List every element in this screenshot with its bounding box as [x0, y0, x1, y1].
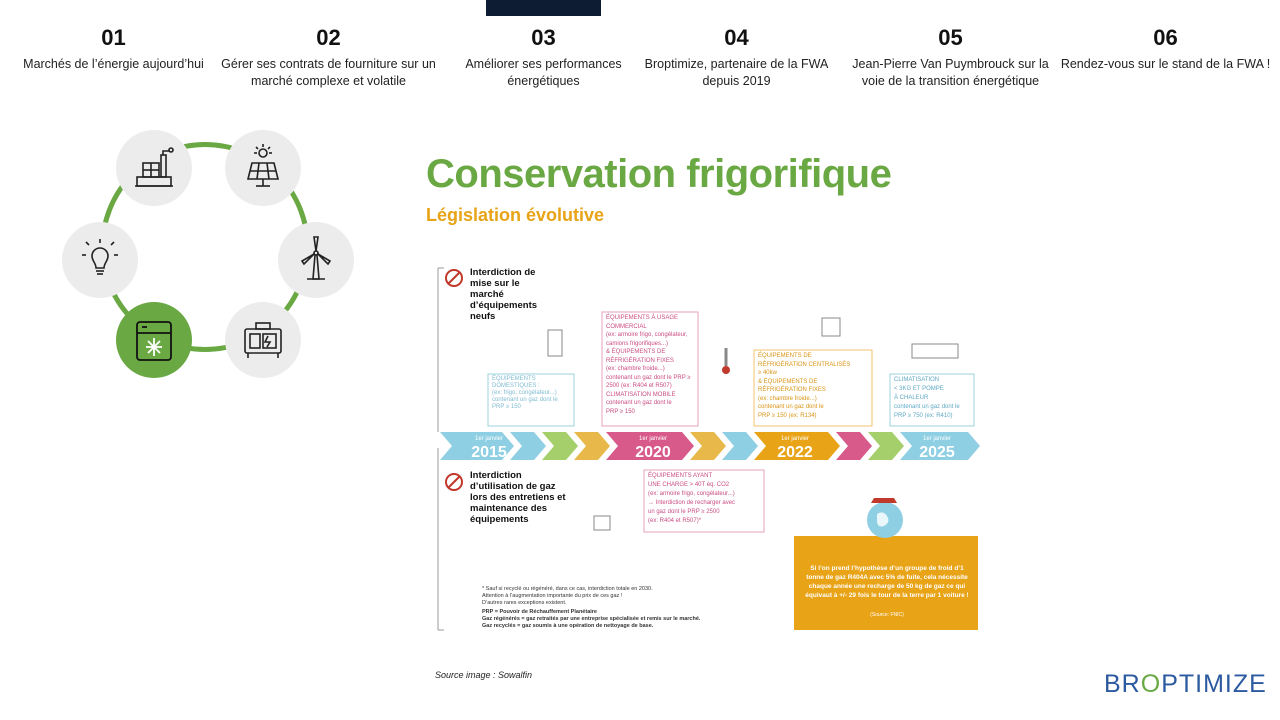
box-line: contenant un gaz dont le [492, 397, 558, 403]
step-label: Broptimize, partenaire de la FWA depuis 2019 [644, 57, 829, 88]
timeline-year: 2022 [777, 443, 813, 461]
footnote-line: Gaz recyclés = gaz soumis à une opération de nettoyage de base. [482, 623, 654, 629]
box-line: ÉQUIPEMENTS DE [758, 353, 812, 359]
box-line: → Interdiction de recharger avec [648, 500, 736, 506]
generator-icon [225, 302, 301, 378]
nav-step-04[interactable] [629, 26, 844, 90]
solar-panel-icon [225, 130, 301, 206]
box-line: (ex: armoire frigo, congélateur, [606, 332, 688, 338]
timeline-date: 1er janvier [780, 436, 809, 442]
box-line: & ÉQUIPEMENTS DE [606, 349, 666, 355]
nav-step-03[interactable] [436, 26, 651, 90]
logo-o: O [1140, 670, 1162, 698]
timeline-2022 [768, 435, 822, 461]
callout-text: Si l’on prend l’hypothèse d’un groupe de froid d’1 tonne de gaz R404A avec 5% de fuite, cela nécessite chaque année une recharge de 50 kg de gaz ce qui équivaut à +/- 29 fois le tour de la terre par 1 voiture ! [805, 565, 969, 599]
step-number: 01 [101, 25, 126, 50]
box-line: PRP ≥ 150 (ex: R134) [758, 412, 817, 419]
box-line: < 3KG ET POMPE [894, 386, 944, 392]
active-section-indicator [486, 0, 601, 16]
timeline-date: 1er janvier [474, 436, 503, 442]
footnote-line: PRP = Pouvoir de Réchauffement Planétaire [482, 609, 597, 615]
wind-turbine-icon [278, 222, 354, 298]
step-number: 04 [724, 25, 749, 50]
logo-part: BR [1104, 670, 1141, 698]
box-line: À CHALEUR [894, 395, 929, 401]
step-number: 02 [316, 25, 341, 50]
box-line: CLIMATISATION [894, 377, 940, 383]
footnote-line: D’autres rares exceptions existent. [482, 600, 567, 606]
timeline-year: 2015 [471, 443, 507, 461]
box-line: contenant un gaz dont le [894, 404, 960, 410]
box-charge [648, 472, 762, 526]
step-label: Marchés de l’énergie aujourd’hui [23, 57, 204, 71]
box-line: RÉFRIGÉRATION CENTRALISÉS [758, 361, 851, 368]
footnote-line: * Sauf si recyclé ou régénéré, dans ce cas, interdiction totale en 2030. [482, 586, 653, 592]
box-line: CLIMATISATION MOBILE [606, 391, 676, 398]
box-2022 [758, 352, 870, 420]
box-line: (ex: frigo, congélateur...) [492, 390, 557, 396]
box-line: PRP ≥ 150 [492, 404, 521, 410]
box-line: PRP ≥ 750 (ex: R410) [894, 413, 953, 419]
nav-step-01[interactable] [6, 26, 221, 73]
fridge-icon [116, 302, 192, 378]
timeline-year: 2025 [919, 443, 955, 461]
box-line: (ex: armoire frigo, congélateur...) [648, 491, 735, 497]
box-line: PRP ≥ 150 [606, 408, 635, 415]
box-line: (ex: R404 et R507)* [648, 518, 702, 524]
box-2025 [894, 376, 972, 421]
step-number: 05 [938, 25, 963, 50]
lightbulb-icon [62, 222, 138, 298]
box-line: ÉQUIPEMENTS AYANT [648, 473, 713, 479]
step-label: Rendez-vous sur le stand de la FWA ! [1060, 57, 1271, 71]
timeline-2015 [464, 435, 514, 461]
step-number: 06 [1153, 25, 1178, 50]
broptimize-logo [1104, 670, 1267, 699]
box-line: ≥ 40kw [758, 370, 777, 376]
timeline-2025 [910, 435, 964, 461]
page-subtitle: Législation évolutive [426, 205, 605, 225]
logo-part: PTIMIZE [1161, 670, 1267, 698]
page-title: Conservation frigorifique [426, 152, 892, 196]
box-line: camions frigorifiques...) [606, 340, 669, 347]
legislation-infographic [430, 262, 980, 634]
box-line: ÉQUIPEMENTS À USAGE [606, 315, 679, 321]
row1-heading: Interdiction de mise sur le marché d’équipements neufs [470, 267, 538, 322]
box-line: un gaz dont le PRP ≥ 2500 [648, 509, 720, 515]
box-line: (ex: chambre froide...) [758, 395, 817, 402]
image-source: Source image : Sowalfin [435, 670, 533, 680]
footnote-line: Attention à l’augmentation importante du prix de ces gaz ! [482, 593, 623, 599]
box-2020 [606, 314, 696, 416]
box-line: & ÉQUIPEMENTS DE [758, 378, 818, 385]
step-label: Jean-Pierre Van Puymbrouck sur la voie de la transition énergétique [852, 57, 1049, 88]
nav-step-02[interactable] [221, 26, 436, 90]
box-line: UNE CHARGE > 40T éq. CO2 [648, 482, 730, 488]
step-label: Améliorer ses performances énergétiques [465, 57, 622, 88]
nav-step-06[interactable] [1058, 26, 1273, 73]
box-line: COMMERCIAL [606, 323, 647, 330]
box-line: contenant un gaz dont le PRP ≥ [606, 374, 691, 381]
step-label: Gérer ses contrats de fourniture sur un marché complexe et volatile [221, 57, 436, 88]
box-line: contenant un gaz dont le [758, 404, 824, 410]
box-line: contenant un gaz dont le [606, 400, 672, 406]
callout-source: (Source: FNIC) [870, 612, 904, 618]
box-line: 2500 (ex: R404 et R507) [606, 383, 672, 389]
timeline-2020 [626, 435, 680, 461]
footnotes [482, 586, 732, 630]
timeline-date: 1er janvier [922, 436, 951, 442]
step-number: 03 [531, 25, 556, 50]
box-line: (ex: chambre froide...) [606, 366, 665, 372]
footnote-line: Gaz régénérés = gaz retraités par une entreprise spécialisée et remis sur le marché. [482, 616, 701, 622]
box-line: RÉFRIGÉRATION FIXES [606, 357, 674, 364]
box-line: RÉFRIGÉRATION FIXES [758, 387, 826, 393]
timeline-year: 2020 [635, 443, 671, 461]
timeline-date: 1er janvier [638, 436, 667, 442]
row2-heading: Interdiction d’utilisation de gaz lors des entretiens et maintenance des équipements [470, 470, 566, 525]
factory-icon [116, 130, 192, 206]
box-line: ÉQUIPEMENTS [492, 376, 536, 382]
box-2015 [492, 376, 572, 411]
box-line: DOMESTIQUES : [492, 383, 540, 389]
nav-step-05[interactable] [843, 26, 1058, 90]
